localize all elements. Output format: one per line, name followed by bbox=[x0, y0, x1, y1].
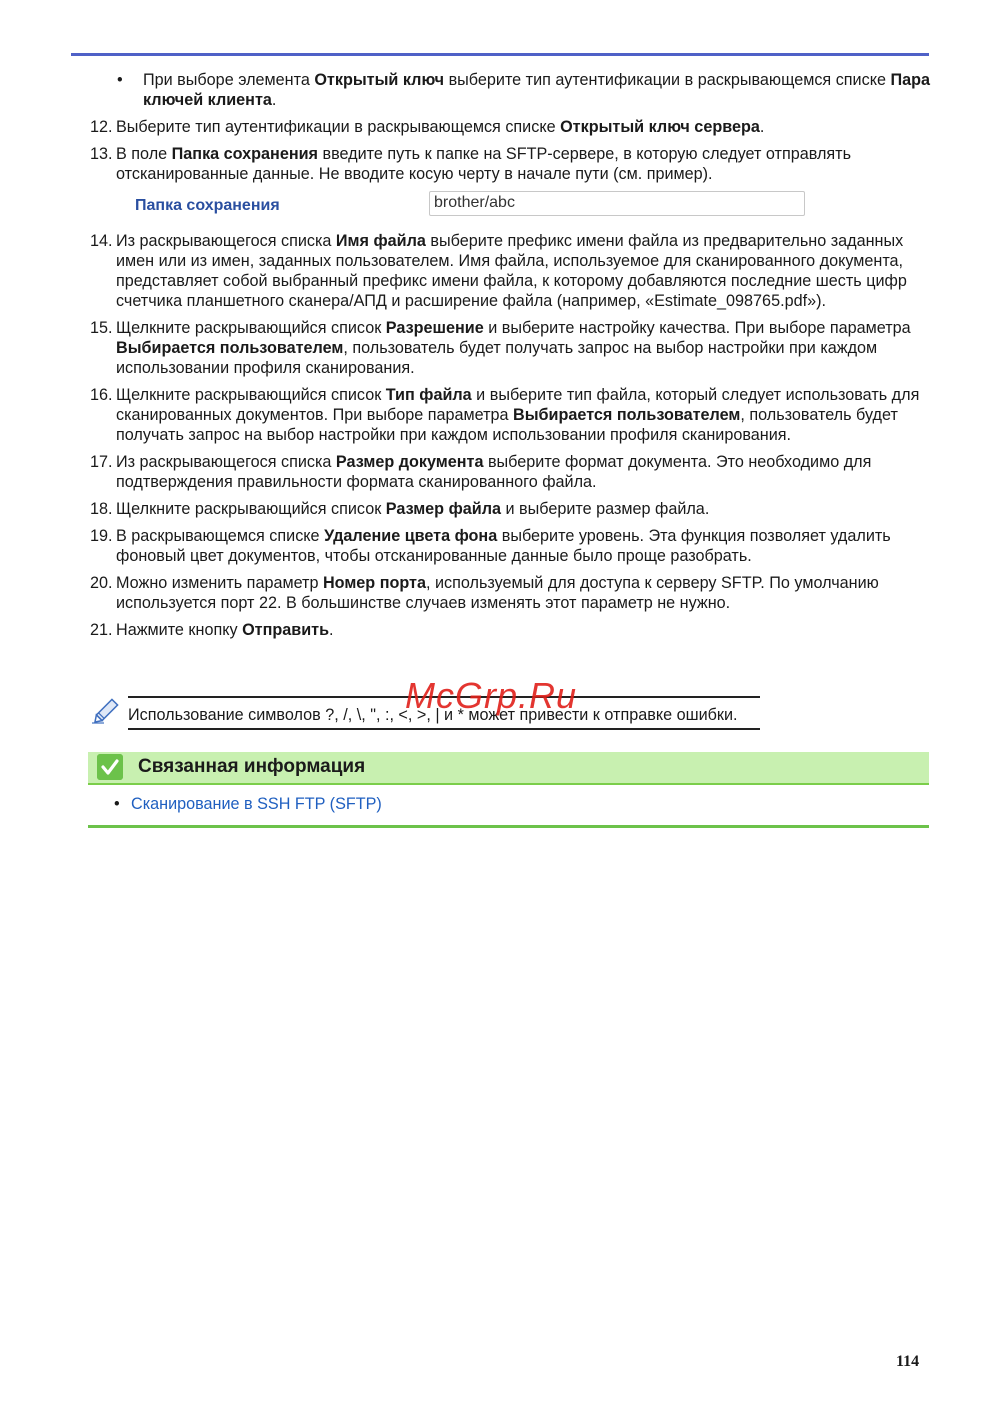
step-number: 21. bbox=[90, 621, 113, 639]
step-number: 19. bbox=[90, 527, 113, 545]
list-item: • При выборе элемента Открытый ключ выберите тип аутентификации в раскрывающемся списке Пара ключей клиента. bbox=[117, 71, 930, 109]
step-18: 18. Щелкните раскрывающийся список Размер файла и выберите размер файла. bbox=[90, 500, 710, 518]
step-number: 13. bbox=[90, 145, 113, 163]
checkmark-icon bbox=[97, 754, 123, 780]
step-20: 20. Можно изменить параметр Номер порта, используемый для доступа к серверу SFTP. По умолчанию используется порт 22. В большинстве случаев изменять этот параметр не нужно. bbox=[90, 574, 879, 612]
list-item bbox=[116, 794, 382, 814]
field-label: Папка сохранения bbox=[135, 197, 280, 214]
watermark: McGrp.Ru bbox=[405, 675, 578, 716]
step-number: 12. bbox=[90, 118, 113, 136]
step-17: 17. Из раскрывающегося списка Размер документа выберите формат документа. Это необходимо для подтверждения правильности формата сканированного файла. bbox=[90, 453, 872, 491]
note-text: Использование символов ?, /, \, ", :, <, >, | и * может привести к отправке ошибки. bbox=[128, 706, 738, 724]
example-field bbox=[90, 191, 930, 221]
step-21: 21. Нажмите кнопку Отправить. bbox=[90, 621, 334, 639]
related-info bbox=[88, 752, 929, 827]
step-15: 15. Щелкните раскрывающийся список Разрешение и выберите настройку качества. При выборе параметра Выбирается пользователем, пользователь будет получать запрос на выбор настройки при каждом использовании профиля сканирования. bbox=[90, 319, 911, 377]
step-number: 16. bbox=[90, 386, 113, 404]
step-number: 15. bbox=[90, 319, 113, 337]
step-12: 12. Выберите тип аутентификации в раскрывающемся списке Открытый ключ сервера. bbox=[90, 118, 765, 136]
related-link[interactable]: Сканирование в SSH FTP (SFTP) bbox=[131, 795, 382, 813]
page-number: 114 bbox=[896, 1353, 920, 1370]
step-16: 16. Щелкните раскрывающийся список Тип файла и выберите тип файла, который следует использовать для сканированных документов. При выборе параметра Выбирается пользователем, пользователь будет получать запрос на выбор настройки при каждом использовании профиля сканирования. bbox=[90, 386, 920, 444]
step-number: 17. bbox=[90, 453, 113, 471]
related-header bbox=[88, 752, 929, 785]
instructions bbox=[90, 70, 930, 647]
related-footer-rule bbox=[88, 825, 929, 828]
path-input: brother/abc bbox=[429, 191, 805, 216]
step-14: 14. Из раскрывающегося списка Имя файла выберите префикс имени файла из предварительно заданных имен или из имен, заданных пользователем. Имя файла, используемое для сканированного документа, представляет собой выбранный префикс имени файла, к которому добавляются последние шесть цифр счетчика планшетного сканера/АПД и расширение файла (например, «Estimate_098765.pdf»). bbox=[90, 232, 907, 310]
top-rule bbox=[71, 53, 929, 56]
bullet-marker: • bbox=[114, 795, 120, 813]
step-number: 20. bbox=[90, 574, 113, 592]
related-title: Связанная информация bbox=[138, 756, 366, 777]
step-number: 18. bbox=[90, 500, 113, 518]
bullet-marker: • bbox=[117, 71, 123, 89]
step-number: 14. bbox=[90, 232, 113, 250]
step-19: 19. В раскрывающемся списке Удаление цвета фона выберите уровень. Эта функция позволяет удалить фоновый цвет документов, чтобы отсканированные данные было проще разобрать. bbox=[90, 527, 891, 565]
step-13: 13. В поле Папка сохранения введите путь к папке на SFTP-сервере, в которую следует отправлять отсканированные данные. Не вводите косую черту в начале пути (см. пример). bbox=[90, 145, 852, 183]
pencil-icon bbox=[90, 694, 124, 726]
